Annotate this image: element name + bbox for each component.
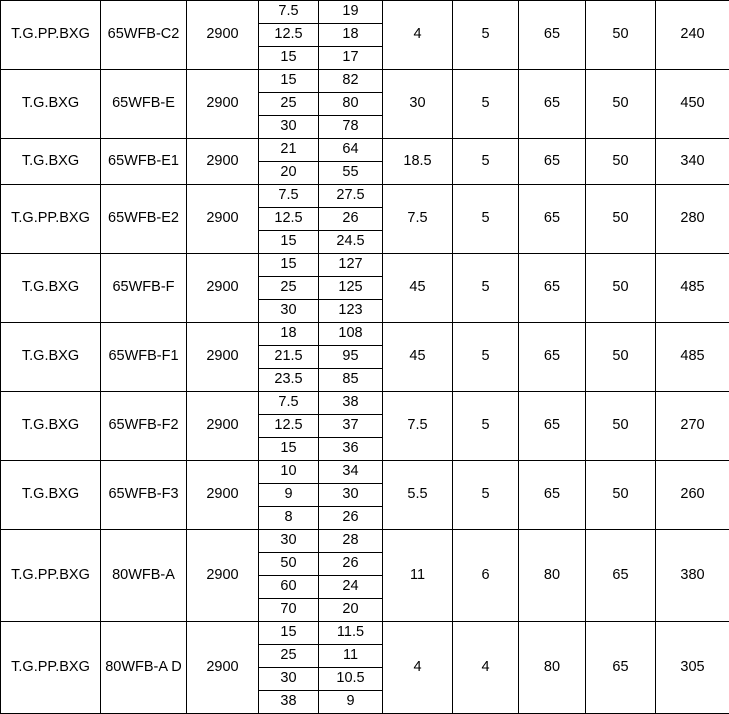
cell-type: T.G.BXG — [1, 392, 101, 461]
cell-head: 26 — [319, 507, 383, 530]
cell-flow: 8 — [259, 507, 319, 530]
cell-flow: 25 — [259, 277, 319, 300]
cell-flow: 10 — [259, 461, 319, 484]
cell-model: 65WFB-F2 — [101, 392, 187, 461]
cell-npsh: 5 — [453, 70, 519, 139]
cell-flow: 25 — [259, 645, 319, 668]
cell-flow: 12.5 — [259, 415, 319, 438]
cell-weight: 380 — [656, 530, 729, 622]
cell-model: 65WFB-F1 — [101, 323, 187, 392]
cell-speed: 2900 — [187, 1, 259, 70]
cell-weight: 485 — [656, 254, 729, 323]
cell-suction: 80 — [519, 530, 586, 622]
cell-type: T.G.PP.BXG — [1, 530, 101, 622]
cell-npsh: 4 — [453, 622, 519, 714]
cell-head: 127 — [319, 254, 383, 277]
table-row — [1, 139, 729, 162]
cell-speed: 2900 — [187, 185, 259, 254]
cell-discharge: 50 — [586, 139, 656, 185]
cell-flow: 15 — [259, 47, 319, 70]
cell-flow: 30 — [259, 530, 319, 553]
cell-speed: 2900 — [187, 530, 259, 622]
cell-discharge: 50 — [586, 461, 656, 530]
cell-discharge: 50 — [586, 323, 656, 392]
cell-npsh: 5 — [453, 1, 519, 70]
cell-speed: 2900 — [187, 323, 259, 392]
cell-model: 65WFB-F3 — [101, 461, 187, 530]
table-row — [1, 70, 729, 93]
cell-type: T.G.BXG — [1, 139, 101, 185]
cell-type: T.G.BXG — [1, 323, 101, 392]
cell-head: 95 — [319, 346, 383, 369]
cell-discharge: 50 — [586, 70, 656, 139]
cell-head: 20 — [319, 599, 383, 622]
cell-head: 9 — [319, 691, 383, 714]
cell-flow: 15 — [259, 254, 319, 277]
cell-flow: 70 — [259, 599, 319, 622]
cell-head: 38 — [319, 392, 383, 415]
cell-head: 125 — [319, 277, 383, 300]
cell-flow: 21.5 — [259, 346, 319, 369]
cell-npsh: 5 — [453, 185, 519, 254]
cell-head: 30 — [319, 484, 383, 507]
cell-flow: 12.5 — [259, 24, 319, 47]
cell-flow: 38 — [259, 691, 319, 714]
cell-head: 123 — [319, 300, 383, 323]
cell-discharge: 65 — [586, 530, 656, 622]
cell-flow: 15 — [259, 622, 319, 645]
cell-power: 45 — [383, 254, 453, 323]
cell-suction: 65 — [519, 1, 586, 70]
table-row — [1, 530, 729, 553]
cell-head: 28 — [319, 530, 383, 553]
cell-weight: 340 — [656, 139, 729, 185]
cell-speed: 2900 — [187, 461, 259, 530]
cell-head: 24.5 — [319, 231, 383, 254]
cell-flow: 50 — [259, 553, 319, 576]
cell-flow: 21 — [259, 139, 319, 162]
cell-type: T.G.BXG — [1, 461, 101, 530]
cell-flow: 7.5 — [259, 1, 319, 24]
cell-power: 7.5 — [383, 392, 453, 461]
cell-flow: 25 — [259, 93, 319, 116]
cell-flow: 9 — [259, 484, 319, 507]
cell-type: T.G.PP.BXG — [1, 1, 101, 70]
cell-model: 65WFB-E — [101, 70, 187, 139]
cell-flow: 7.5 — [259, 392, 319, 415]
cell-suction: 65 — [519, 139, 586, 185]
cell-flow: 15 — [259, 438, 319, 461]
cell-head: 24 — [319, 576, 383, 599]
cell-flow: 15 — [259, 70, 319, 93]
cell-head: 26 — [319, 208, 383, 231]
cell-suction: 65 — [519, 461, 586, 530]
cell-discharge: 50 — [586, 254, 656, 323]
cell-discharge: 65 — [586, 622, 656, 714]
table-row — [1, 622, 729, 645]
cell-flow: 30 — [259, 116, 319, 139]
cell-head: 85 — [319, 369, 383, 392]
cell-head: 78 — [319, 116, 383, 139]
cell-npsh: 6 — [453, 530, 519, 622]
cell-type: T.G.PP.BXG — [1, 185, 101, 254]
cell-npsh: 5 — [453, 461, 519, 530]
cell-flow: 20 — [259, 162, 319, 185]
cell-speed: 2900 — [187, 254, 259, 323]
table-row — [1, 254, 729, 277]
cell-head: 37 — [319, 415, 383, 438]
cell-head: 17 — [319, 47, 383, 70]
cell-flow: 30 — [259, 300, 319, 323]
cell-model: 80WFB-A — [101, 530, 187, 622]
table-row — [1, 1, 729, 24]
cell-speed: 2900 — [187, 70, 259, 139]
cell-type: T.G.BXG — [1, 254, 101, 323]
cell-weight: 240 — [656, 1, 729, 70]
cell-model: 80WFB-A D — [101, 622, 187, 714]
cell-discharge: 50 — [586, 392, 656, 461]
cell-speed: 2900 — [187, 392, 259, 461]
cell-suction: 65 — [519, 70, 586, 139]
cell-flow: 15 — [259, 231, 319, 254]
cell-power: 7.5 — [383, 185, 453, 254]
cell-type: T.G.PP.BXG — [1, 622, 101, 714]
cell-npsh: 5 — [453, 323, 519, 392]
cell-speed: 2900 — [187, 139, 259, 185]
cell-speed: 2900 — [187, 622, 259, 714]
table-row — [1, 392, 729, 415]
cell-suction: 65 — [519, 254, 586, 323]
table-body — [1, 1, 729, 714]
cell-weight: 270 — [656, 392, 729, 461]
cell-model: 65WFB-C2 — [101, 1, 187, 70]
cell-suction: 65 — [519, 323, 586, 392]
cell-power: 18.5 — [383, 139, 453, 185]
cell-head: 34 — [319, 461, 383, 484]
cell-suction: 65 — [519, 185, 586, 254]
cell-power: 45 — [383, 323, 453, 392]
cell-head: 11 — [319, 645, 383, 668]
cell-flow: 60 — [259, 576, 319, 599]
cell-discharge: 50 — [586, 185, 656, 254]
table-row — [1, 323, 729, 346]
cell-head: 64 — [319, 139, 383, 162]
cell-head: 27.5 — [319, 185, 383, 208]
cell-power: 11 — [383, 530, 453, 622]
cell-flow: 23.5 — [259, 369, 319, 392]
cell-weight: 260 — [656, 461, 729, 530]
cell-npsh: 5 — [453, 254, 519, 323]
cell-model: 65WFB-E2 — [101, 185, 187, 254]
cell-model: 65WFB-E1 — [101, 139, 187, 185]
cell-suction: 80 — [519, 622, 586, 714]
cell-weight: 305 — [656, 622, 729, 714]
cell-model: 65WFB-F — [101, 254, 187, 323]
cell-head: 11.5 — [319, 622, 383, 645]
cell-power: 5.5 — [383, 461, 453, 530]
cell-npsh: 5 — [453, 139, 519, 185]
cell-discharge: 50 — [586, 1, 656, 70]
cell-weight: 485 — [656, 323, 729, 392]
table-row — [1, 461, 729, 484]
cell-weight: 450 — [656, 70, 729, 139]
cell-head: 55 — [319, 162, 383, 185]
cell-head: 36 — [319, 438, 383, 461]
cell-head: 18 — [319, 24, 383, 47]
cell-suction: 65 — [519, 392, 586, 461]
cell-head: 108 — [319, 323, 383, 346]
cell-flow: 30 — [259, 668, 319, 691]
cell-head: 82 — [319, 70, 383, 93]
cell-head: 26 — [319, 553, 383, 576]
cell-power: 4 — [383, 622, 453, 714]
cell-head: 80 — [319, 93, 383, 116]
cell-power: 4 — [383, 1, 453, 70]
cell-flow: 18 — [259, 323, 319, 346]
cell-weight: 280 — [656, 185, 729, 254]
cell-type: T.G.BXG — [1, 70, 101, 139]
cell-power: 30 — [383, 70, 453, 139]
cell-head: 10.5 — [319, 668, 383, 691]
cell-npsh: 5 — [453, 392, 519, 461]
cell-flow: 12.5 — [259, 208, 319, 231]
cell-head: 19 — [319, 1, 383, 24]
cell-flow: 7.5 — [259, 185, 319, 208]
table-row — [1, 185, 729, 208]
